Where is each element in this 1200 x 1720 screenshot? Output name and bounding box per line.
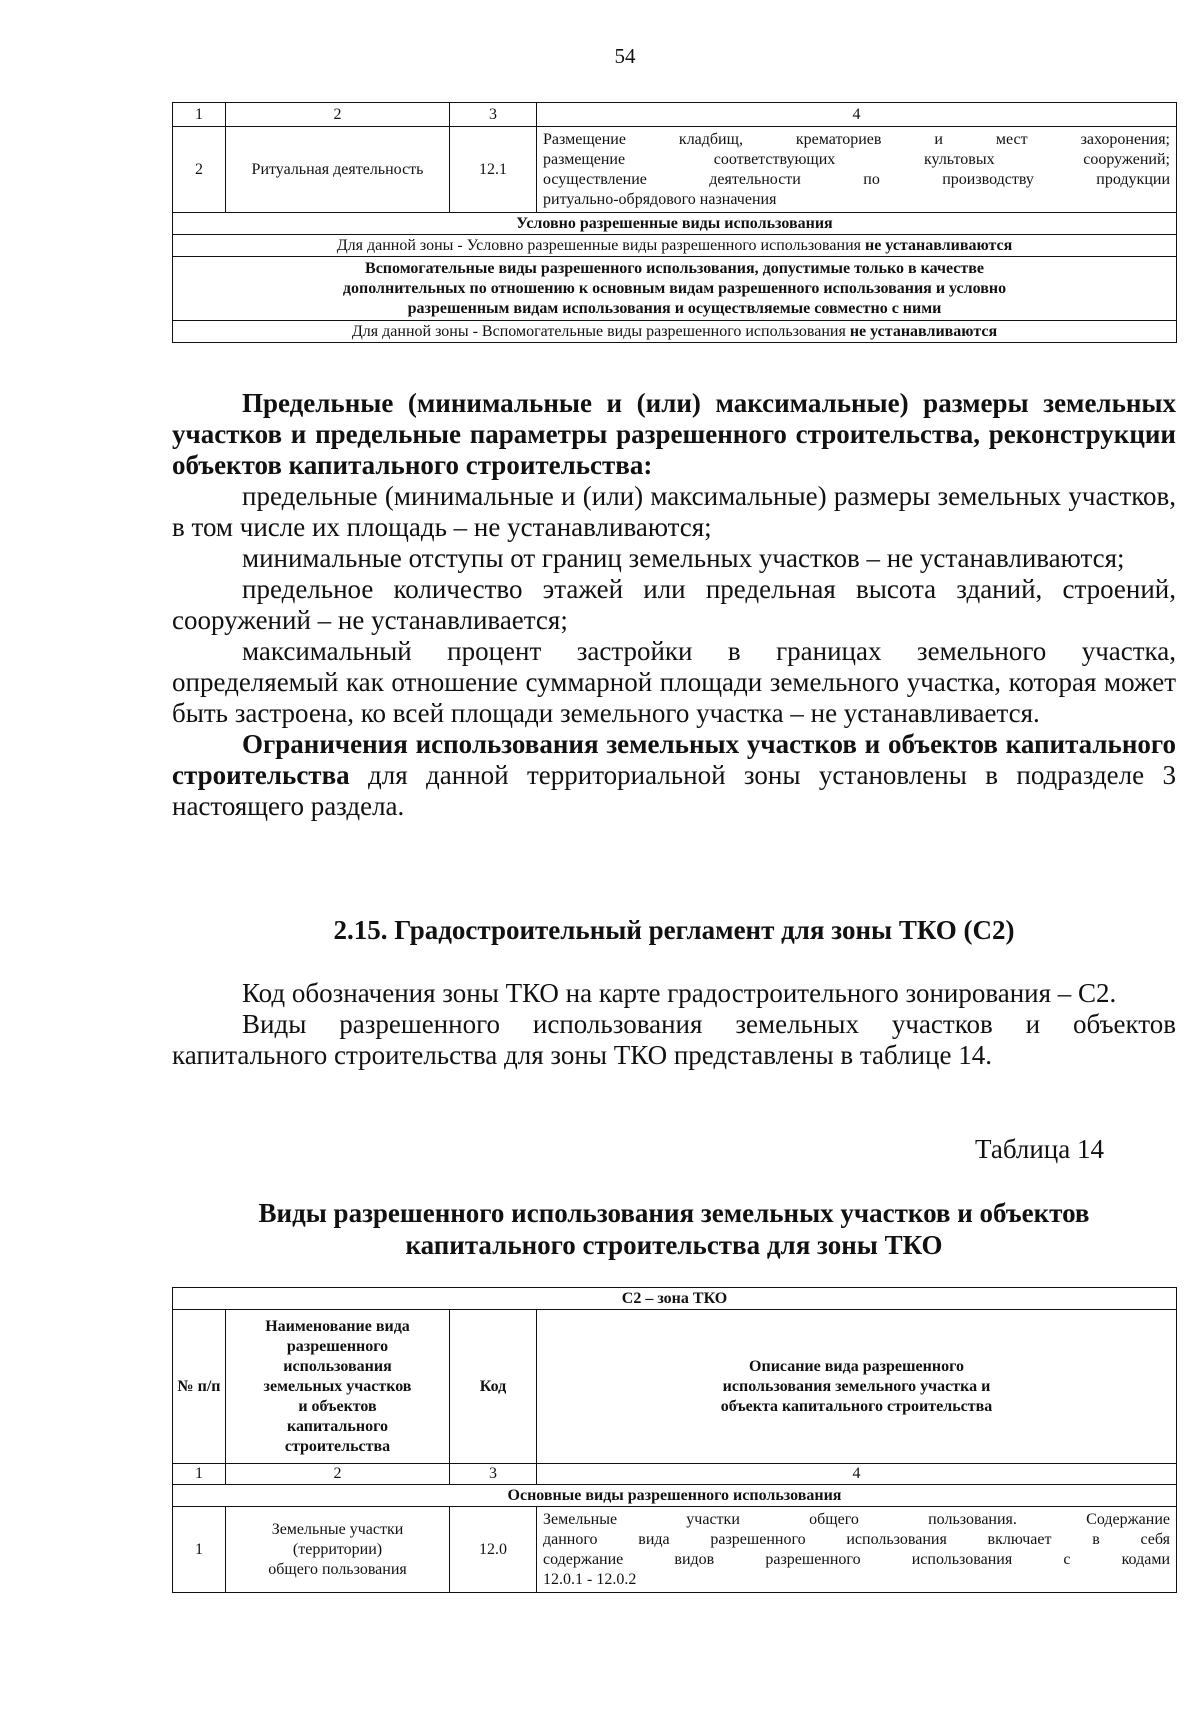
limits-block xyxy=(172,388,1176,822)
zone-header-row xyxy=(173,1288,1177,1310)
column-header-row xyxy=(173,1310,1177,1464)
column-number: 1 xyxy=(173,1464,226,1485)
code-column-header: Код xyxy=(450,1310,537,1464)
note-row xyxy=(173,235,1177,257)
table-reference-paragraph: Виды разрешенного использования земельных участков и объектов капитального строительства для зоны ТКО представлены в таблице 14. xyxy=(172,1009,1176,1070)
column-number: 2 xyxy=(226,1464,450,1485)
section-text xyxy=(172,978,1176,1071)
table-row xyxy=(173,127,1177,213)
column-number: 2 xyxy=(226,103,450,127)
limits-item: предельное количество этажей или предельная высота зданий, строений, сооружений – не устанавливается; xyxy=(172,574,1176,635)
section-header-row xyxy=(173,257,1177,321)
column-number-row xyxy=(173,103,1177,127)
use-code: 12.0 xyxy=(450,1507,537,1593)
use-name: Ритуальная деятельность xyxy=(226,127,450,213)
row-number: 2 xyxy=(173,127,226,213)
section-header-row xyxy=(173,1485,1177,1507)
use-code: 12.1 xyxy=(450,127,537,213)
limits-item: минимальные отступы от границ земельных участков – не устанавливаются; xyxy=(242,543,1125,573)
limits-item: предельные (минимальные и (или) максимальные) размеры земельных участков, в том числе их площадь – не устанавливаются; xyxy=(172,481,1176,542)
row-number: 1 xyxy=(173,1507,226,1593)
permitted-uses-table-continued xyxy=(172,102,1177,343)
name-column-header: Наименование вида разрешенного использования земельных участков и объектов капитального строительства xyxy=(226,1310,450,1464)
zone-header: С2 – зона ТКО xyxy=(173,1288,1177,1310)
use-name: Земельные участки (территории) общего пользования xyxy=(226,1507,450,1593)
table-label: Таблица 14 xyxy=(975,1134,1104,1164)
column-number-row xyxy=(173,1464,1177,1485)
auxiliary-uses-note: Для данной зоны - Вспомогательные виды разрешенного использования не устанавливаются xyxy=(173,321,1177,343)
page-number: 54 xyxy=(614,44,636,68)
use-description: Земельные участки общего пользования. Содержание данного вида разрешенного использования включает в себя содержание видов разрешенного использования с кодами 12.0.1 - 12.0.2 xyxy=(537,1507,1177,1593)
use-description: Размещение кладбищ, крематориев и мест захоронения; размещение соответствующих культовых сооружений; осуществление деятельности по производству продукции ритуально-обрядового назначения xyxy=(537,127,1177,213)
note-row xyxy=(173,321,1177,343)
restrictions-paragraph: Ограничения использования земельных участков и объектов капитального строительства для данной территориальной зоны установлены в подразделе 3 настоящего раздела. xyxy=(172,729,1176,821)
column-number: 4 xyxy=(537,103,1177,127)
description-column-header: Описание вида разрешенного использования земельного участка и объекта капитального строительства xyxy=(537,1310,1177,1464)
conditional-uses-header: Условно разрешенные виды использования xyxy=(173,213,1177,235)
column-number: 3 xyxy=(450,1464,537,1485)
auxiliary-uses-header: Вспомогательные виды разрешенного использования, допустимые только в качестве дополнительных по отношению к основным видам разрешенного использования и условно разрешенным видам использования и осуществляемые совместно с ними xyxy=(173,257,1177,321)
column-number: 3 xyxy=(450,103,537,127)
section-header-row xyxy=(173,213,1177,235)
table-row xyxy=(173,1507,1177,1593)
main-uses-header: Основные виды разрешенного использования xyxy=(173,1485,1177,1507)
conditional-uses-note: Для данной зоны - Условно разрешенные виды разрешенного использования не устанавливаются xyxy=(173,235,1177,257)
column-number: 1 xyxy=(173,103,226,127)
table-title: Виды разрешенного использования земельных участков и объектов капитального строительства для зоны ТКО xyxy=(258,1198,1090,1260)
zone-code-paragraph: Код обозначения зоны ТКО на карте градостроительного зонирования – С2. xyxy=(242,978,1117,1008)
table-14 xyxy=(172,1287,1177,1593)
limits-heading: Предельные (минимальные и (или) максимальные) размеры земельных участков и предельные параметры разрешенного строительства, реконструкции объектов капитального строительства: xyxy=(172,388,1176,480)
column-number: 4 xyxy=(537,1464,1177,1485)
section-title: 2.15. Градостроительный регламент для зоны ТКО (С2) xyxy=(333,915,1015,945)
number-column-header: № п/п xyxy=(173,1310,226,1464)
limits-item: максимальный процент застройки в границах земельного участка, определяемый как отношение суммарной площади земельного участка, которая может быть застроена, ко всей площади земельного участка – не устанавливается. xyxy=(172,636,1176,728)
